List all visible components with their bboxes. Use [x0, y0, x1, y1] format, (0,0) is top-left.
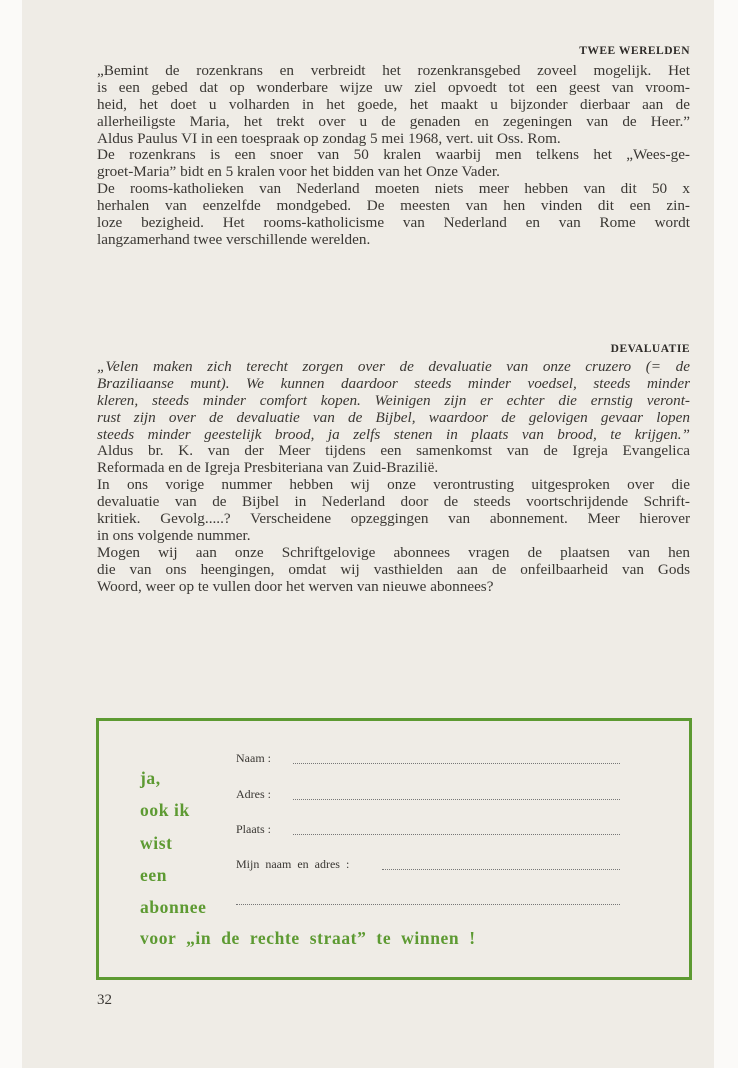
section-twee-werelden-body	[97, 63, 690, 249]
text-line: die van ons heengingen, omdat wij vasthielden aan de onfeilbaarheid van Gods	[97, 561, 690, 578]
text-line: Aldus Paulus VI in een toespraak op zondag 5 mei 1968, vert. uit Oss. Rom.	[97, 129, 561, 147]
slogan-line: een	[140, 865, 168, 885]
section-heading-twee-werelden: TWEE WERELDEN	[579, 45, 690, 57]
text-line: devaluatie van de Bijbel in Nederland door de steeds voortschrijdende Schrift-	[97, 494, 690, 511]
quote-line: „Velen maken zich terecht zorgen over de devaluatie van onze cruzero (= de	[97, 359, 690, 375]
text-line: in ons volgende nummer.	[97, 526, 251, 544]
mijn-naam-adres-field-2[interactable]	[236, 904, 620, 905]
slogan-line: wist	[140, 833, 173, 853]
text-line: Aldus br. K. van der Meer tijdens een samenkomst van de Igreja Evangelica	[97, 443, 690, 460]
slogan-line: abonnee	[140, 897, 207, 917]
slogan-line: ook ik	[140, 800, 190, 820]
slogan-line: ja,	[140, 768, 161, 788]
text-line: langzamerhand twee verschillende werelden.	[97, 230, 371, 248]
mijn-naam-adres-field[interactable]	[382, 869, 620, 870]
text-line: De rooms-katholieken van Nederland moeten niets meer hebben van dit 50 x	[97, 181, 690, 198]
naam-field[interactable]	[293, 763, 620, 764]
mijn-naam-adres-label: Mijn naam en adres :	[236, 857, 350, 871]
text-line: In ons vorige nummer hebben wij onze verontrusting uitgesproken over die	[97, 477, 690, 494]
slogan-end: voor „in de rechte straat” te winnen !	[140, 928, 476, 948]
text-line: allerheiligste Maria, het trekt over u de genaden en zegeningen van de Heer.”	[97, 113, 690, 130]
text-line: Mogen wij aan onze Schriftgelovige abonnees vragen de plaatsen van hen	[97, 544, 690, 561]
quote-line: rust zijn over de devaluatie van de Bijbel, waardoor de gelovigen gevaar lopen	[97, 409, 690, 426]
page-number: 32	[97, 992, 112, 1008]
section-heading-devaluatie: DEVALUATIE	[610, 343, 690, 355]
quote-line: steeds minder geestelijk brood, ja zelfs stenen in plaats van brood, te krijgen.”	[97, 426, 690, 443]
text-line: kritiek. Gevolg.....? Verscheidene opzeggingen van abonnement. Meer hierover	[97, 511, 690, 528]
section-devaluatie-body	[97, 359, 690, 595]
quote-line: kleren, steeds minder comfort kopen. Weinigen zijn er echter die ernstig veront-	[97, 392, 690, 409]
adres-label: Adres :	[236, 787, 271, 801]
text-line: Woord, weer op te vullen door het werven van nieuwe abonnees?	[97, 577, 494, 595]
naam-label: Naam :	[236, 751, 271, 765]
text-line: heid, het doet u volharden in het goede, het maakt u bijzonder dierbaar aan de	[97, 96, 690, 113]
text-line: De rozenkrans is een snoer van 50 kralen waarbij men telkens het „Wees-ge-	[97, 147, 690, 164]
text-line: loze bezigheid. Het rooms-katholicisme van Nederland en van Rome wordt	[97, 215, 690, 232]
text-line: herhalen van eenzelfde mondgebed. De meesten van hen vinden dit een zin-	[97, 198, 690, 215]
text-line: groet-Maria” bidt en 5 kralen voor het bidden van het Onze Vader.	[97, 163, 500, 181]
plaats-label: Plaats :	[236, 822, 271, 836]
text-line: Reformada en de Igreja Presbiteriana van Zuid-Brazilië.	[97, 459, 439, 477]
text-line: is een gebed dat op wonderbare wijze uw ziel opvoedt tot een geest van vroom-	[97, 79, 690, 96]
quote-line: Braziliaanse munt). We kunnen daardoor steeds minder voedsel, steeds minder	[97, 375, 690, 392]
plaats-field[interactable]	[293, 834, 620, 835]
adres-field[interactable]	[293, 799, 620, 800]
text-line: „Bemint de rozenkrans en verbreidt het rozenkransgebed zoveel mogelijk. Het	[97, 63, 690, 79]
